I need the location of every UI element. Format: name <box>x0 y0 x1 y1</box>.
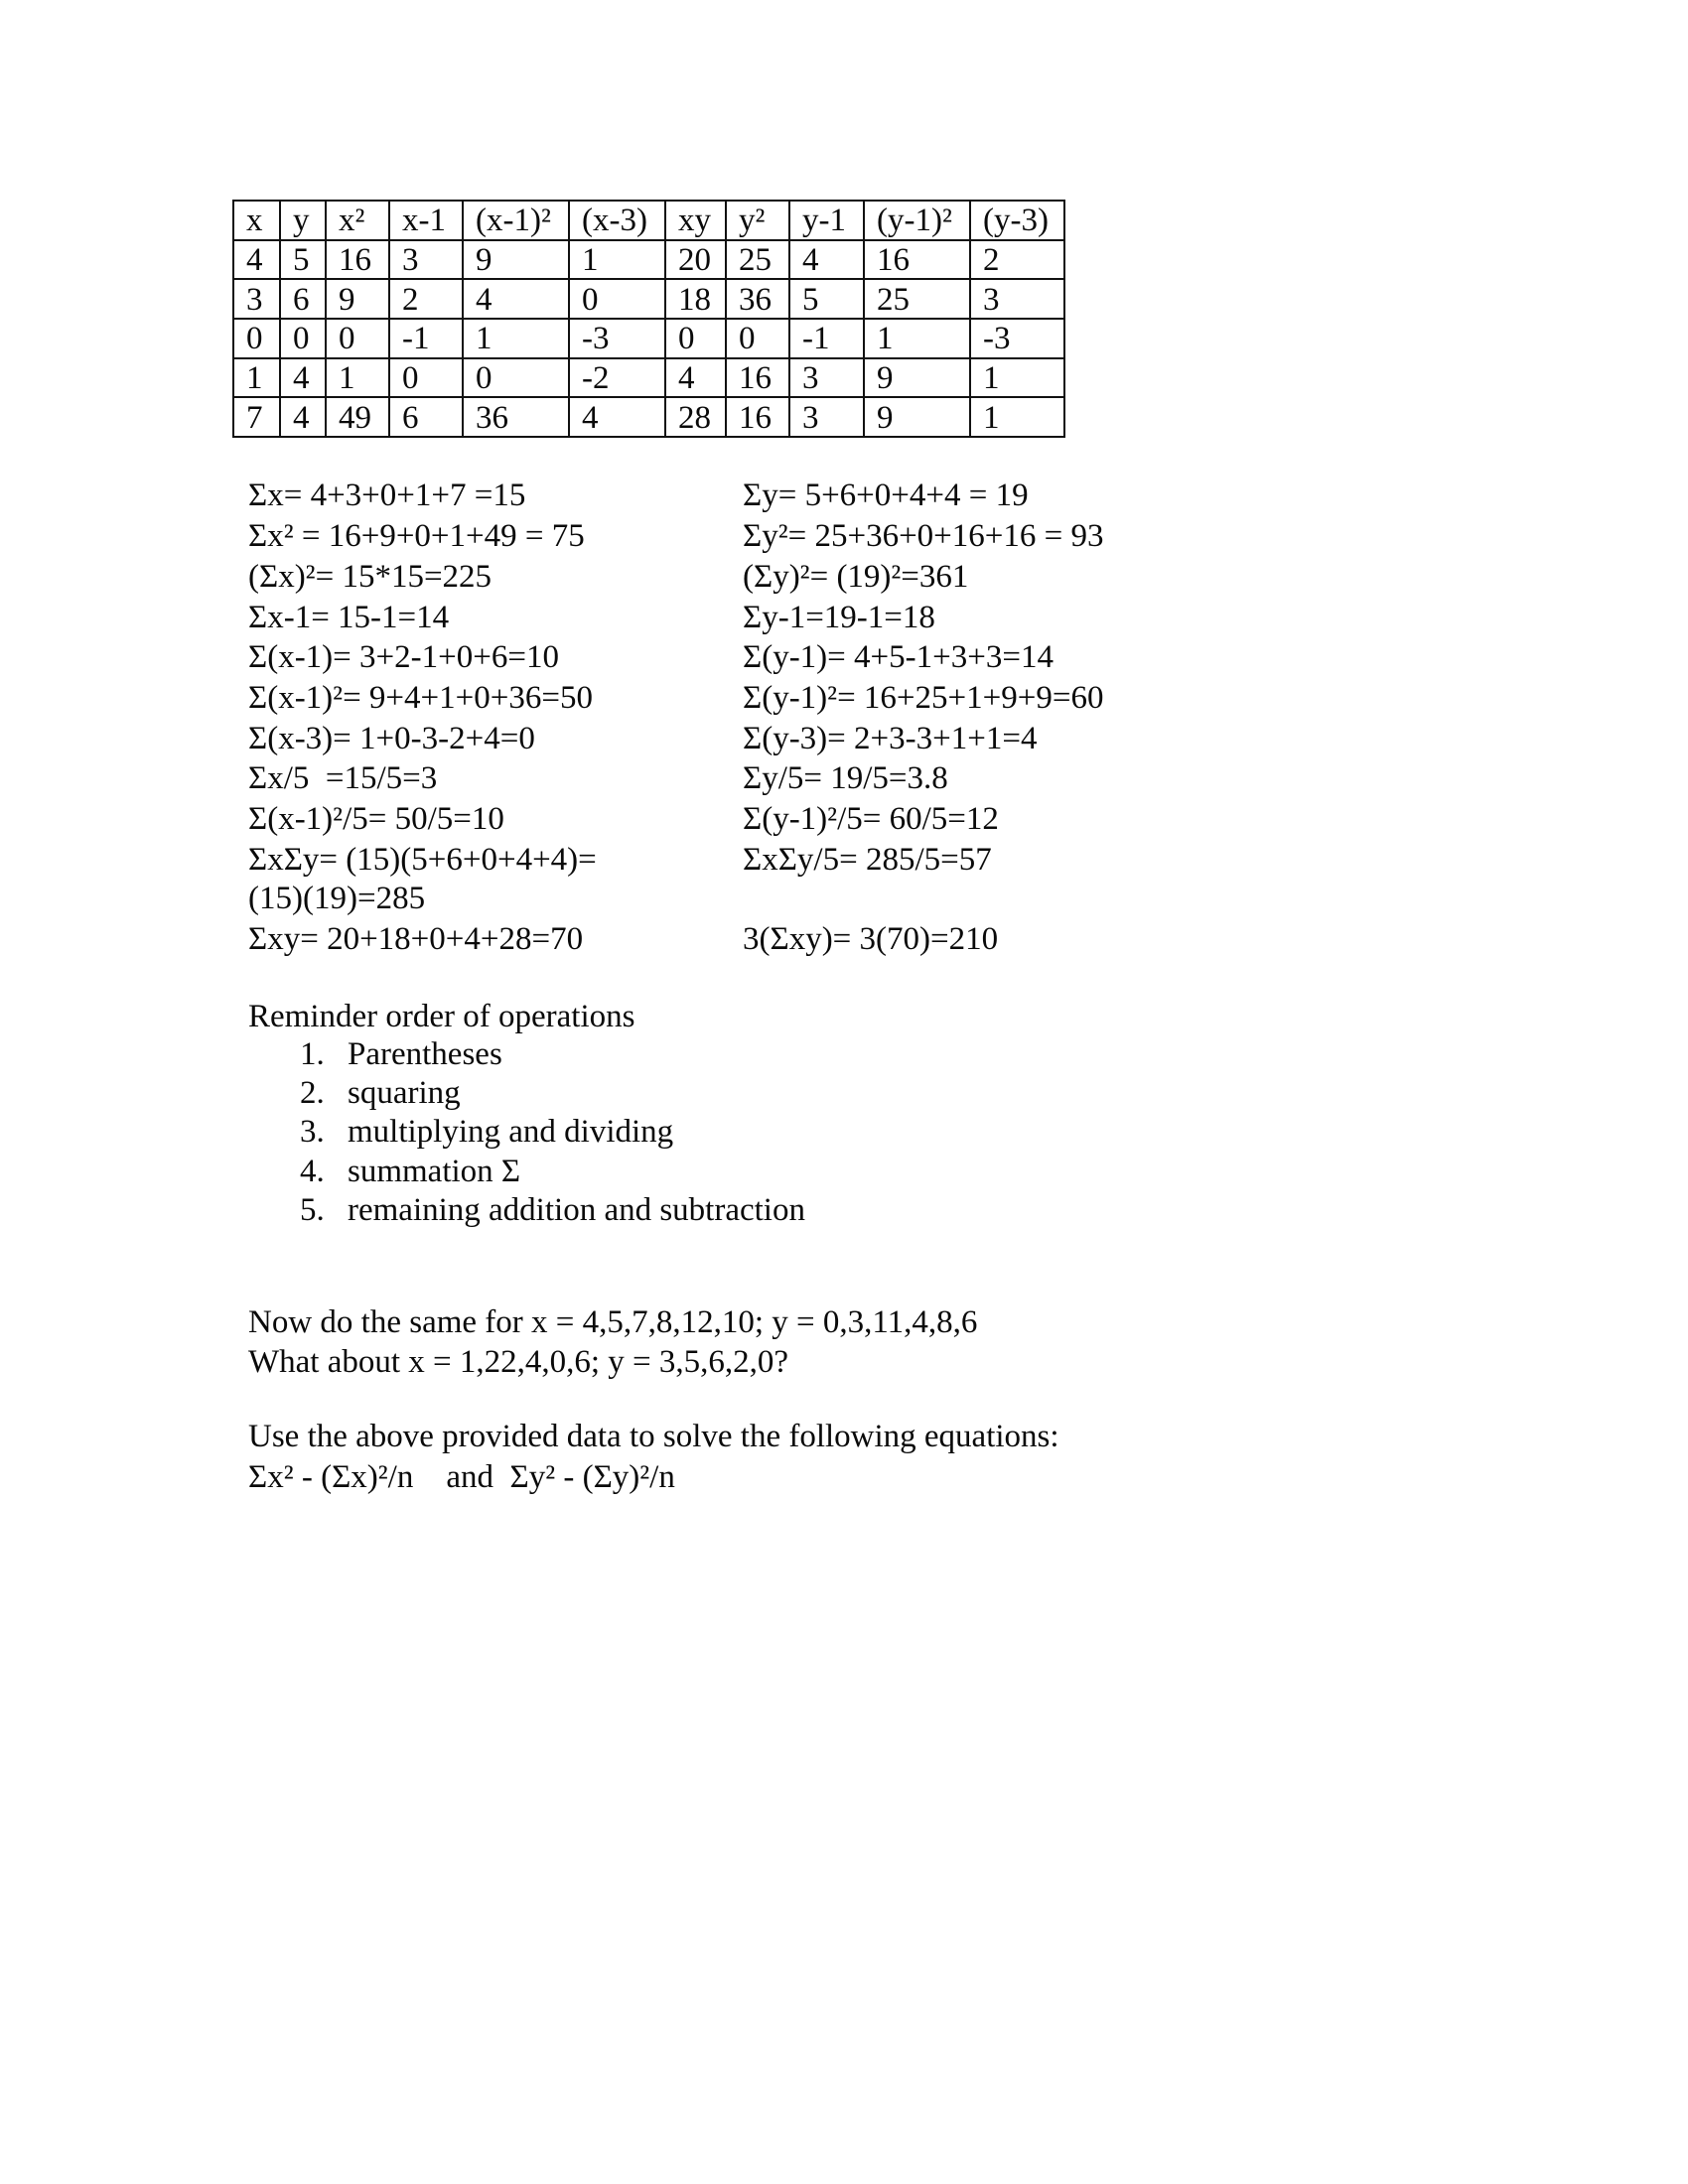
sum-line: (Σx)²= 15*15=225 <box>248 559 492 595</box>
table-cell: 9 <box>326 279 389 319</box>
sum-line: Σx-1= 15-1=14 <box>248 600 450 635</box>
list-number: 4. <box>300 1154 325 1189</box>
table-header-cell: xy <box>665 201 726 240</box>
table-cell: 49 <box>326 397 389 437</box>
table-cell: 1 <box>326 358 389 398</box>
list-item: squaring <box>348 1075 461 1111</box>
sum-line: Σx/5 =15/5=3 <box>248 760 438 796</box>
table-header-cell: (y-3) <box>970 201 1064 240</box>
table-cell: 4 <box>789 240 864 280</box>
sum-line: Σ(x-1)²/5= 50/5=10 <box>248 801 504 837</box>
table-cell: 6 <box>389 397 463 437</box>
sum-line: 3(Σxy)= 3(70)=210 <box>743 921 999 957</box>
table-cell: -1 <box>389 319 463 358</box>
table-cell: 1 <box>970 397 1064 437</box>
reminder-title: Reminder order of operations <box>248 999 635 1034</box>
list-item: remaining addition and subtraction <box>348 1192 805 1228</box>
table-cell: 7 <box>233 397 280 437</box>
table-cell: 28 <box>665 397 726 437</box>
table-cell: 20 <box>665 240 726 280</box>
table-header-cell: (y-1)² <box>864 201 970 240</box>
table-header-cell: x² <box>326 201 389 240</box>
table-cell: 4 <box>280 397 326 437</box>
table-cell: 0 <box>280 319 326 358</box>
table-cell: 4 <box>569 397 665 437</box>
instruction-line: Use the above provided data to solve the following equations: <box>248 1419 1059 1454</box>
table-row <box>233 358 1064 398</box>
sum-line: (Σy)²= (19)²=361 <box>743 559 969 595</box>
sum-line: Σxy= 20+18+0+4+28=70 <box>248 921 584 957</box>
table-cell: 25 <box>726 240 789 280</box>
table-header-cell: y <box>280 201 326 240</box>
table-cell: 0 <box>389 358 463 398</box>
table-cell: 36 <box>463 397 569 437</box>
table-cell: 4 <box>280 358 326 398</box>
sum-line: Σy/5= 19/5=3.8 <box>743 760 948 796</box>
table-header-cell: y² <box>726 201 789 240</box>
table-cell: 18 <box>665 279 726 319</box>
table-cell: 1 <box>970 358 1064 398</box>
table-cell: 9 <box>463 240 569 280</box>
sum-line: ΣxΣy= (15)(5+6+0+4+4)= <box>248 842 597 878</box>
table-cell: 3 <box>970 279 1064 319</box>
table-cell: 3 <box>789 358 864 398</box>
table-cell: 4 <box>233 240 280 280</box>
table-cell: 1 <box>233 358 280 398</box>
table-cell: 3 <box>789 397 864 437</box>
table-cell: 9 <box>864 397 970 437</box>
sum-line: Σy= 5+6+0+4+4 = 19 <box>743 478 1029 513</box>
sum-line: Σ(x-1)= 3+2-1+0+6=10 <box>248 639 559 675</box>
table-cell: 0 <box>326 319 389 358</box>
table-cell: 16 <box>726 358 789 398</box>
sum-line: (15)(19)=285 <box>248 881 426 916</box>
table-cell: 3 <box>233 279 280 319</box>
sum-line: Σx² = 16+9+0+1+49 = 75 <box>248 518 585 554</box>
table-header-row <box>233 201 1064 240</box>
table-cell: 16 <box>864 240 970 280</box>
table-cell: 16 <box>726 397 789 437</box>
sum-line: Σ(y-1)²/5= 60/5=12 <box>743 801 999 837</box>
table-cell: 25 <box>864 279 970 319</box>
table-cell: -3 <box>970 319 1064 358</box>
formula-line: Σx² - (Σx)²/n and Σy² - (Σy)²/n <box>248 1459 675 1495</box>
sum-line: Σ(x-1)²= 9+4+1+0+36=50 <box>248 680 593 716</box>
table-header-cell: (x-1)² <box>463 201 569 240</box>
table-cell: -3 <box>569 319 665 358</box>
sum-line: Σy-1=19-1=18 <box>743 600 935 635</box>
table-cell: 5 <box>789 279 864 319</box>
table-row <box>233 279 1064 319</box>
table-cell: 4 <box>665 358 726 398</box>
table-cell: 5 <box>280 240 326 280</box>
table-header-cell: y-1 <box>789 201 864 240</box>
list-number: 3. <box>300 1114 325 1150</box>
table-cell: 3 <box>389 240 463 280</box>
sum-line: Σ(x-3)= 1+0-3-2+4=0 <box>248 721 535 756</box>
sum-line: Σ(y-1)²= 16+25+1+9+9=60 <box>743 680 1104 716</box>
exercise-line: Now do the same for x = 4,5,7,8,12,10; y = 0,3,11,4,8,6 <box>248 1304 978 1340</box>
table-header-cell: (x-3) <box>569 201 665 240</box>
table-header-cell: x <box>233 201 280 240</box>
table-row <box>233 240 1064 280</box>
table-header-cell: x-1 <box>389 201 463 240</box>
table-cell: 0 <box>665 319 726 358</box>
table-row <box>233 397 1064 437</box>
sum-line: Σy²= 25+36+0+16+16 = 93 <box>743 518 1104 554</box>
table-cell: 0 <box>726 319 789 358</box>
table-cell: 6 <box>280 279 326 319</box>
table-cell: 36 <box>726 279 789 319</box>
data-table <box>232 200 1065 438</box>
table-cell: 1 <box>864 319 970 358</box>
table-cell: 2 <box>970 240 1064 280</box>
list-number: 1. <box>300 1036 325 1072</box>
sum-line: Σ(y-3)= 2+3-3+1+1=4 <box>743 721 1038 756</box>
table-cell: 9 <box>864 358 970 398</box>
table-cell: -1 <box>789 319 864 358</box>
table-cell: -2 <box>569 358 665 398</box>
table-row <box>233 319 1064 358</box>
table-cell: 0 <box>463 358 569 398</box>
list-item: Parentheses <box>348 1036 502 1072</box>
sum-line: Σx= 4+3+0+1+7 =15 <box>248 478 526 513</box>
table-cell: 0 <box>233 319 280 358</box>
sum-line: ΣxΣy/5= 285/5=57 <box>743 842 992 878</box>
table-cell: 1 <box>569 240 665 280</box>
sum-line: Σ(y-1)= 4+5-1+3+3=14 <box>743 639 1054 675</box>
table-cell: 0 <box>569 279 665 319</box>
list-number: 5. <box>300 1192 325 1228</box>
list-number: 2. <box>300 1075 325 1111</box>
table-cell: 1 <box>463 319 569 358</box>
exercise-line: What about x = 1,22,4,0,6; y = 3,5,6,2,0? <box>248 1344 789 1380</box>
table-cell: 16 <box>326 240 389 280</box>
list-item: summation Σ <box>348 1154 521 1189</box>
table-cell: 4 <box>463 279 569 319</box>
table-cell: 2 <box>389 279 463 319</box>
list-item: multiplying and dividing <box>348 1114 674 1150</box>
